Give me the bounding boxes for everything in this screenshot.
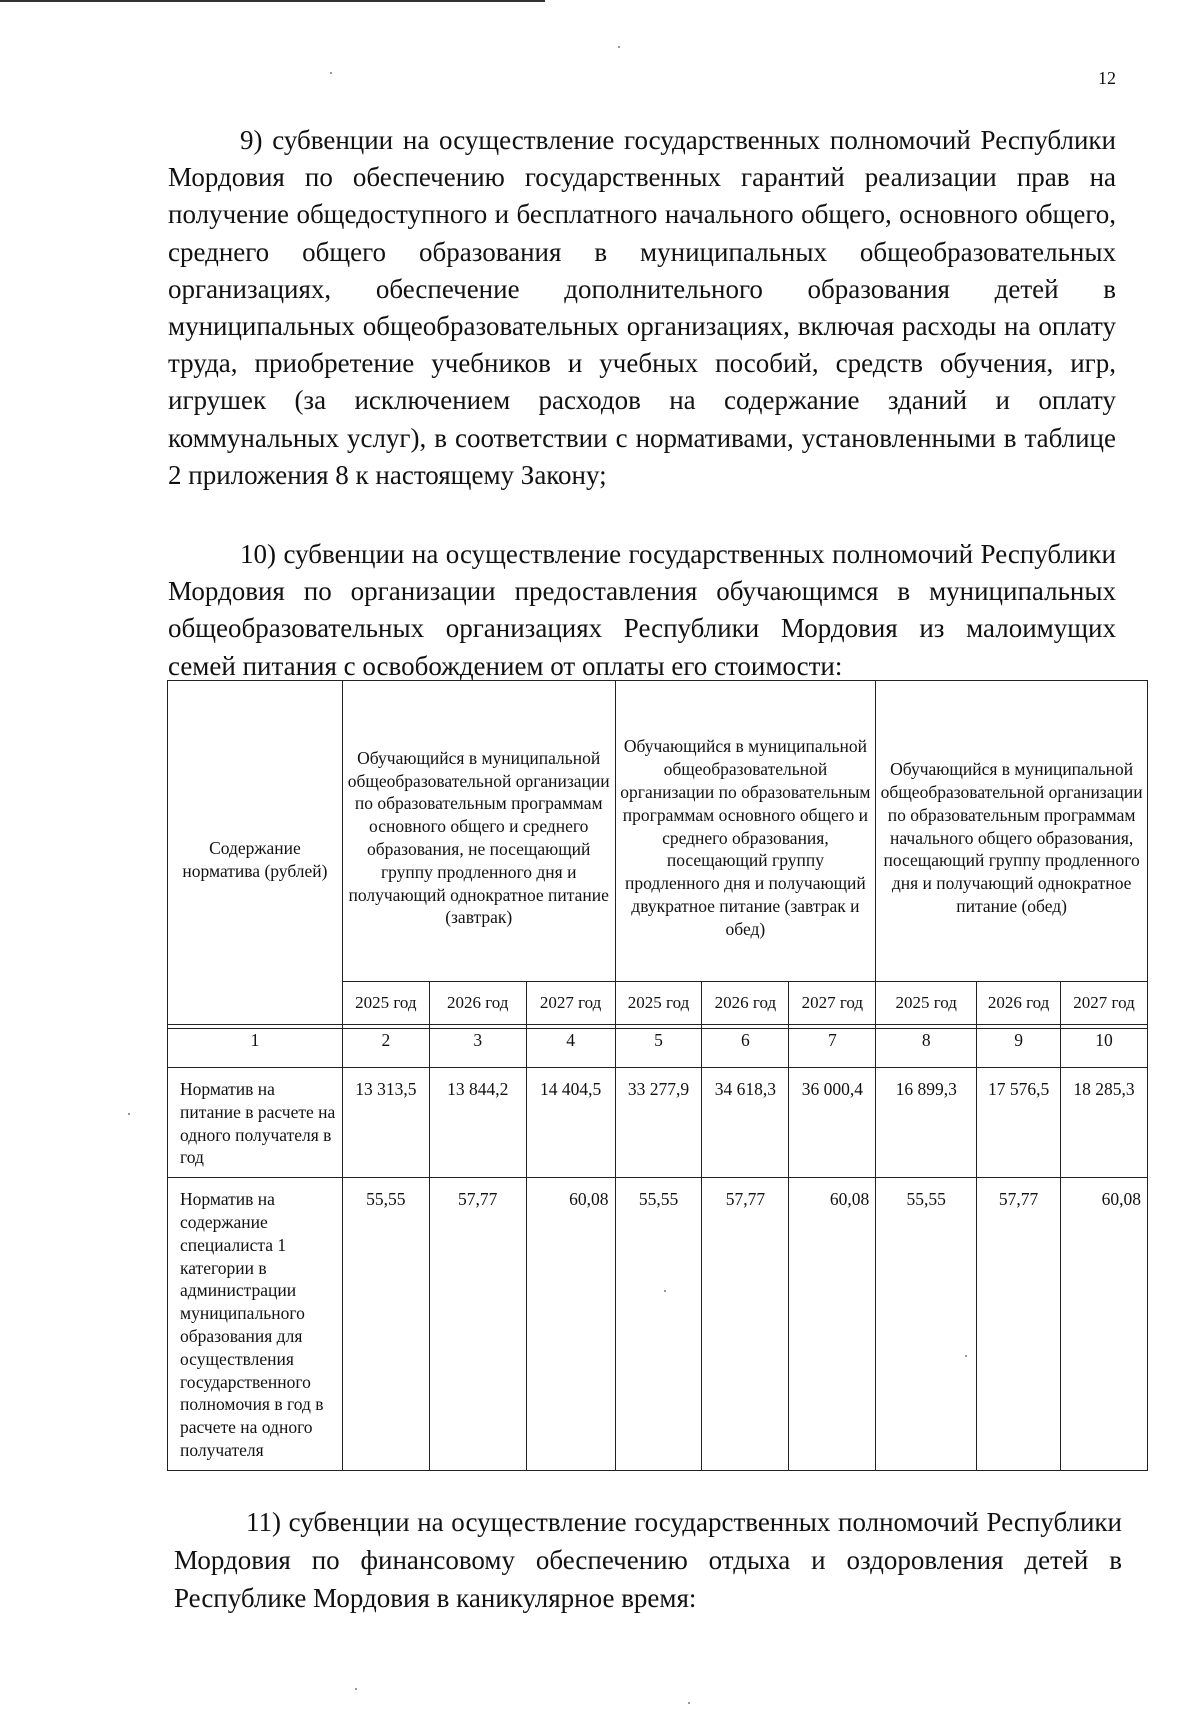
header-group-3 xyxy=(876,681,1148,982)
value-cell: 60,08 xyxy=(789,1178,876,1471)
year-cell: 2027 год xyxy=(526,982,615,1025)
page-number: 12 xyxy=(1098,68,1116,88)
paragraph-9-text: 9) субвенции на осуществление государственных полномочий Республики Мордовия по обеспечению государственных гарантий реализации прав на получение общедоступного и бесплатного начального общего, основного общего, среднего общего образования в муниципальных общеобразовательных организациях, обеспечение дополнительного образования детей в муниципальных общеобразовательных организациях, включая расходы на оплату труда, приобретение учебников и учебных пособий, средств обучения, игр, игрушек (за исключением расходов на содержание зданий и оплату коммунальных услуг), в соответствии с нормативами, установленными в таблице 2 приложения 8 к настоящему Закону; xyxy=(168,125,1116,490)
value-cell: 57,77 xyxy=(702,1178,789,1471)
value-cell: 17 576,5 xyxy=(977,1068,1061,1178)
value-cell: 60,08 xyxy=(1061,1178,1148,1471)
value-cell: 57,77 xyxy=(977,1178,1061,1471)
column-number: 1 xyxy=(168,1029,343,1068)
paragraph-10 xyxy=(168,536,1116,685)
value-cell: 55,55 xyxy=(876,1178,977,1471)
row-label: Норматив на питание в расчете на одного получателя в год xyxy=(168,1068,343,1178)
table-header-row xyxy=(168,681,1148,982)
column-number: 10 xyxy=(1061,1029,1148,1068)
column-number: 6 xyxy=(702,1029,789,1068)
year-cell: 2026 год xyxy=(429,982,526,1025)
value-cell: 60,08 xyxy=(526,1178,615,1471)
column-number: 9 xyxy=(977,1029,1061,1068)
scan-speck xyxy=(330,72,332,74)
header-group-2-text: Обучающийся в муниципальной общеобразовательной организации по образовательным программам основного общего и среднего образования, посещающий группу продленного дня и получающий двукратное питание (завтрак и обед) xyxy=(620,736,871,939)
value-cell: 16 899,3 xyxy=(876,1068,977,1178)
row-label: Норматив на содержание специалиста 1 категории в администрации муниципального образования для осуществления государственного полномочия в год в расчете на одного получателя xyxy=(168,1178,343,1471)
value-cell: 13 313,5 xyxy=(342,1068,429,1178)
value-cell: 34 618,3 xyxy=(702,1068,789,1178)
column-number: 2 xyxy=(342,1029,429,1068)
column-number: 7 xyxy=(789,1029,876,1068)
header-group-3-text: Обучающийся в муниципальной общеобразовательной организации по образовательным программам начального общего образования, посещающий группу продленного дня и получающий однократное питание (обед) xyxy=(880,759,1143,916)
year-cell: 2026 год xyxy=(702,982,789,1025)
value-cell: 36 000,4 xyxy=(789,1068,876,1178)
value-cell: 33 277,9 xyxy=(615,1068,702,1178)
column-number: 5 xyxy=(615,1029,702,1068)
value-cell: 13 844,2 xyxy=(429,1068,526,1178)
paragraph-11 xyxy=(174,1503,1122,1617)
norms-table xyxy=(167,680,1148,1471)
paragraph-10-text: 10) субвенции на осуществление государственных полномочий Республики Мордовия по организации предоставления обучающимся в муниципальных общеобразовательных организациях Республики Мордовия из малоимущих семей питания с освобождением от оплаты его стоимости: xyxy=(168,539,1116,681)
scan-speck xyxy=(128,1113,130,1115)
year-cell: 2025 год xyxy=(342,982,429,1025)
header-norm-content xyxy=(168,681,343,1025)
header-group-1-text: Обучающийся в муниципальной общеобразовательной организации по образовательным программам основного общего и среднего образования, не посещающий группу продленного дня и получающий однократное питание (завтрак) xyxy=(347,747,610,928)
scan-speck xyxy=(618,46,620,48)
value-cell: 14 404,5 xyxy=(526,1068,615,1178)
value-cell: 18 285,3 xyxy=(1061,1068,1148,1178)
scan-top-border xyxy=(0,0,545,2)
value-cell: 55,55 xyxy=(615,1178,702,1471)
paragraph-9 xyxy=(168,122,1116,494)
table-row-food-norm xyxy=(168,1068,1148,1178)
column-number: 4 xyxy=(526,1029,615,1068)
year-cell: 2027 год xyxy=(789,982,876,1025)
value-cell: 55,55 xyxy=(342,1178,429,1471)
header-group-2 xyxy=(615,681,876,982)
paragraph-11-text: 11) субвенции на осуществление государственных полномочий Республики Мордовия по финансовому обеспечению отдыха и оздоровления детей в Республике Мордовия в каникулярное время: xyxy=(174,1507,1122,1613)
year-cell: 2026 год xyxy=(977,982,1061,1025)
column-number: 3 xyxy=(429,1029,526,1068)
year-cell: 2025 год xyxy=(876,982,977,1025)
header-group-1 xyxy=(342,681,615,982)
scan-speck xyxy=(355,1688,357,1690)
table-row-specialist-norm xyxy=(168,1178,1148,1471)
value-cell: 57,77 xyxy=(429,1178,526,1471)
header-norm-content-text: Содержание норматива (рублей) xyxy=(182,837,328,881)
column-number: 8 xyxy=(876,1029,977,1068)
column-number-row xyxy=(168,1029,1148,1068)
year-cell: 2027 год xyxy=(1061,982,1148,1025)
year-cell: 2025 год xyxy=(615,982,702,1025)
scan-speck xyxy=(688,1702,690,1704)
